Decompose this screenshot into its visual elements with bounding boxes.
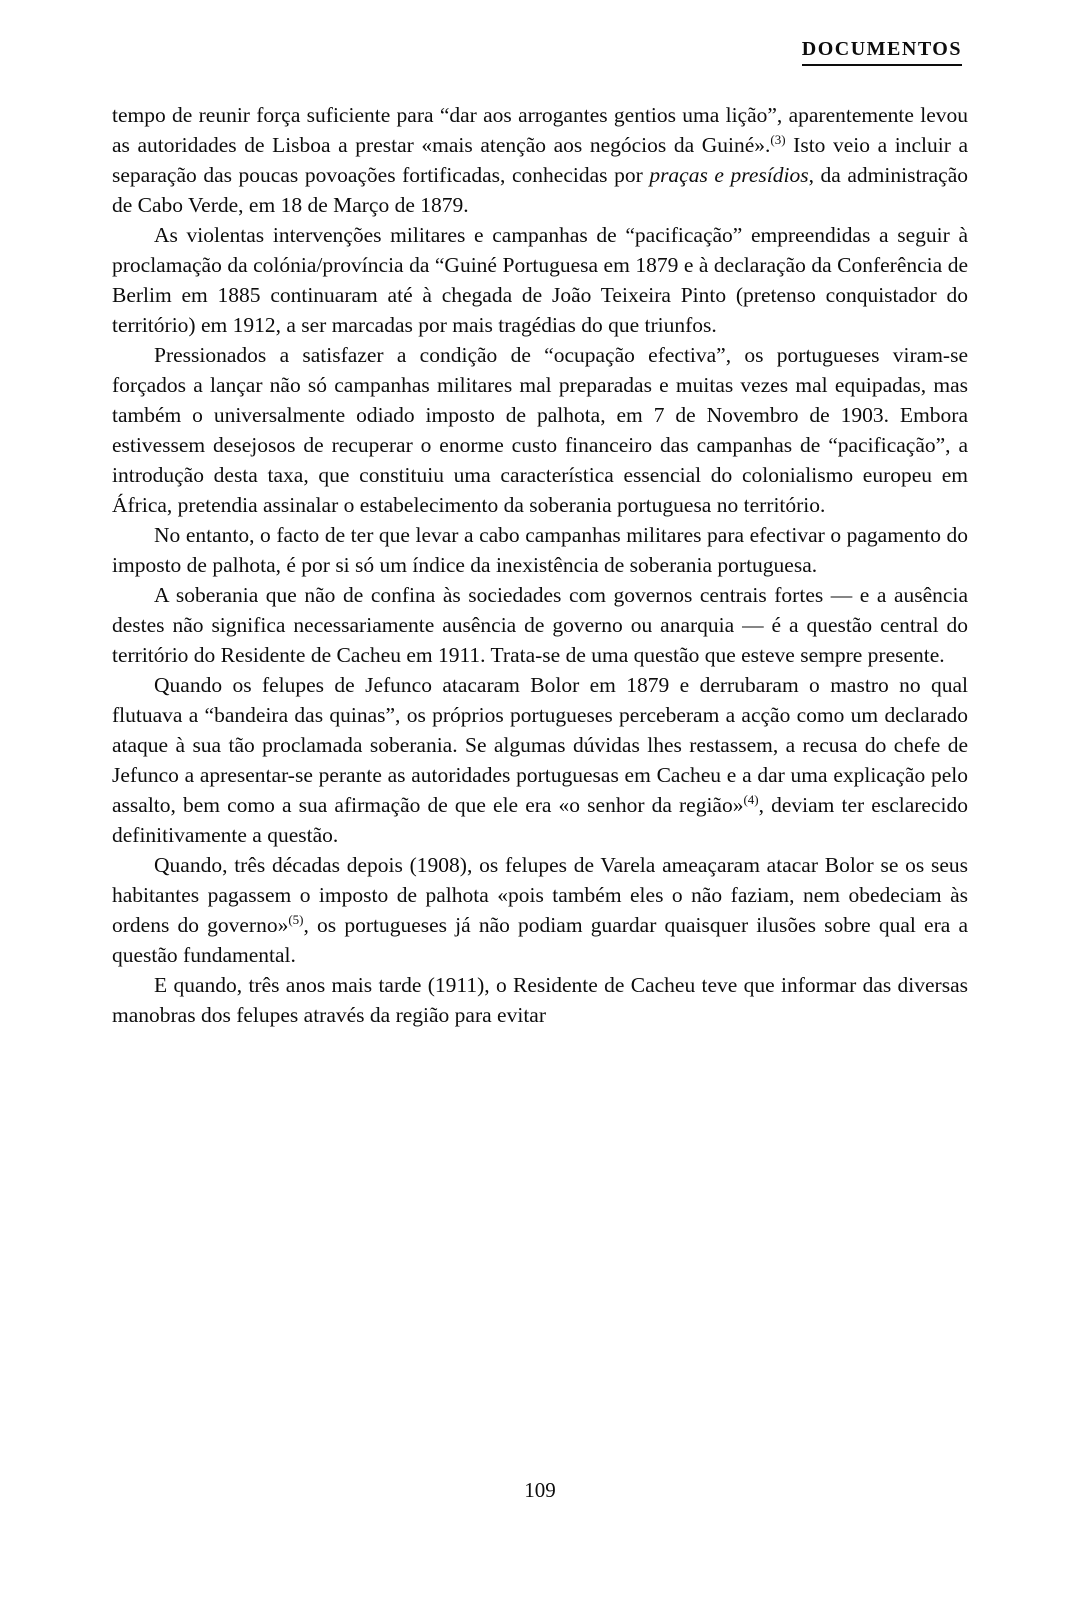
footnote-marker: (4) [743,791,759,807]
footnote-marker: (5) [288,911,304,927]
paragraph [112,970,968,1030]
paragraph [112,520,968,580]
running-header: DOCUMENTOS [802,38,962,66]
paragraph [112,100,968,220]
text-run: praças e presídios [649,163,809,187]
paragraph [112,340,968,520]
text-run: Quando os felupes de Jefunco atacaram Bolor em 1879 e derrubaram o mastro no qual flutuava a “bandeira das quinas”, os próprios portugueses perceberam a acção como um declarado ataque à sua tão proclamada soberania. Se algumas dúvidas lhes restassem, a recusa do chefe de Jefunco a apresentar-se perante as autoridades portuguesas em Cacheu e a dar uma explicação pelo assalto, bem como a sua afirmação de que ele era «o senhor da região» [112,673,968,817]
text-run: , da administração de Cabo Verde, em 18 de Março de 1879. [112,163,968,217]
text-run: Quando, três décadas depois (1908), os felupes de Varela ameaçaram atacar Bolor se os seus habitantes pagassem o imposto de palhota «pois também eles o não faziam, nem obedeciam às ordens do governo» [112,853,968,937]
text-run: tempo de reunir força suficiente para “dar aos arrogantes gentios uma lição”, aparentemente levou as autoridades de Lisboa a prestar «mais atenção aos negócios da Guiné». [112,103,968,157]
text-run: , deviam ter esclarecido definitivamente a questão. [112,793,968,847]
page-number: 109 [524,1478,556,1502]
paragraph [112,670,968,850]
text-run: No entanto, o facto de ter que levar a cabo campanhas militares para efectivar o pagamento do imposto de palhota, é por si só um índice da inexistência de soberania portuguesa. [112,523,968,577]
paragraphs [112,100,968,1030]
paragraph [112,850,968,970]
text-run: , os portugueses já não podiam guardar quaisquer ilusões sobre qual era a questão fundamental. [112,913,968,967]
text-run: Isto veio a incluir a separação das poucas povoações fortificadas, conhecidas por [112,133,969,187]
paragraph [112,580,968,670]
text-run: E quando, três anos mais tarde (1911), o Residente de Cacheu teve que informar das diversas manobras dos felupes através da região para evitar [112,973,968,1027]
text-run: A soberania que não de confina às sociedades com governos centrais fortes — e a ausência destes não significa necessariamente ausência de governo ou anarquia — é a questão central do território do Residente de Cacheu em 1911. Trata-se de uma questão que esteve sempre presente. [112,583,968,667]
text-run: Pressionados a satisfazer a condição de “ocupação efectiva”, os portugueses viram-se forçados a lançar não só campanhas militares mal preparadas e muitas vezes mal equipadas, mas também o universalmente odiado imposto de palhota, em 7 de Novembro de 1903. Embora estivessem desejosos de recuperar o enorme custo financeiro das campanhas de “pacificação”, a introdução desta taxa, que constituiu uma característica essencial do colonialismo europeu em África, pretendia assinalar o estabelecimento da soberania portuguesa no território. [112,343,968,517]
footnote-marker: (3) [770,131,786,147]
text-run: As violentas intervenções militares e campanhas de “pacificação” empreendidas a seguir à proclamação da colónia/província da “Guiné Portuguesa em 1879 e à declaração da Conferência de Berlim em 1885 continuaram até à chegada de João Teixeira Pinto (pretenso conquistador do território) em 1912, a ser marcadas por mais tragédias do que triunfos. [112,223,968,337]
paragraph [112,220,968,340]
